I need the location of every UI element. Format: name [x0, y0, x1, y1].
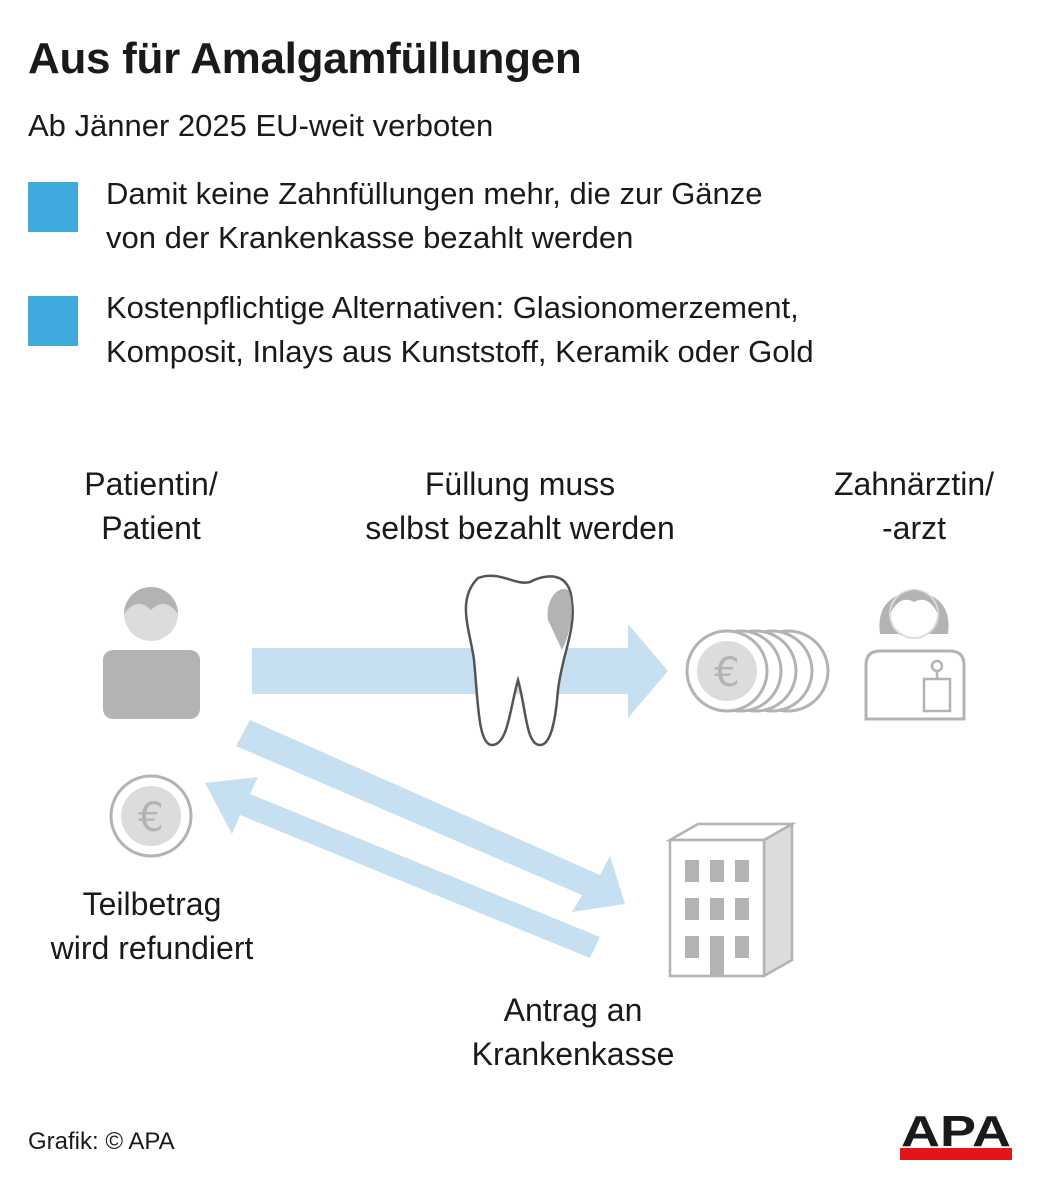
insurance-building-icon: [670, 824, 792, 976]
refund-label: [22, 882, 282, 970]
svg-text:APA: APA: [901, 1110, 1011, 1156]
payment-arrow: [252, 624, 668, 718]
application-label-line: Krankenkasse: [471, 1036, 675, 1072]
payment-label-line: Füllung muss: [424, 466, 616, 502]
graphic-credit: Grafik: © APA: [28, 1128, 175, 1155]
dentist-icon: [866, 590, 964, 719]
patient-label-line: Patient: [101, 510, 201, 546]
refund-label-line: Teilbetrag: [82, 886, 222, 922]
patient-label-line: Patientin/: [84, 466, 218, 502]
patient-icon: [103, 587, 200, 719]
apa-logo: [900, 1110, 1012, 1160]
application-label-line: Antrag an: [503, 992, 643, 1028]
refund-coin-icon: [111, 776, 191, 856]
dentist-label: [800, 462, 1028, 550]
dentist-label-line: -arzt: [882, 510, 946, 546]
page-subtitle: Ab Jänner 2025 EU-weit verboten: [28, 108, 494, 143]
bullet-text-line: Damit keine Zahnfüllungen mehr, die zur Gänze: [106, 176, 763, 211]
coin-stack-icon: [687, 631, 828, 711]
application-label: [430, 988, 716, 1076]
tooth-icon: [466, 576, 573, 745]
payment-label-line: selbst bezahlt werden: [365, 510, 675, 546]
payment-label: [320, 462, 720, 550]
page-title: Aus für Amalgamfüllungen: [28, 34, 582, 83]
bullet-text-line: Kostenpflichtige Alternativen: Glasionomerzement,: [106, 290, 799, 325]
refund-label-line: wird refundiert: [50, 930, 254, 966]
bullet-text-line: Komposit, Inlays aus Kunststoff, Keramik oder Gold: [106, 334, 814, 369]
patient-label: [40, 462, 262, 550]
svg-text:€: €: [714, 650, 740, 696]
svg-text:€: €: [138, 795, 164, 841]
bullet-text-line: von der Krankenkasse bezahlt werden: [106, 220, 634, 255]
dentist-label-line: Zahnärztin/: [833, 466, 995, 502]
